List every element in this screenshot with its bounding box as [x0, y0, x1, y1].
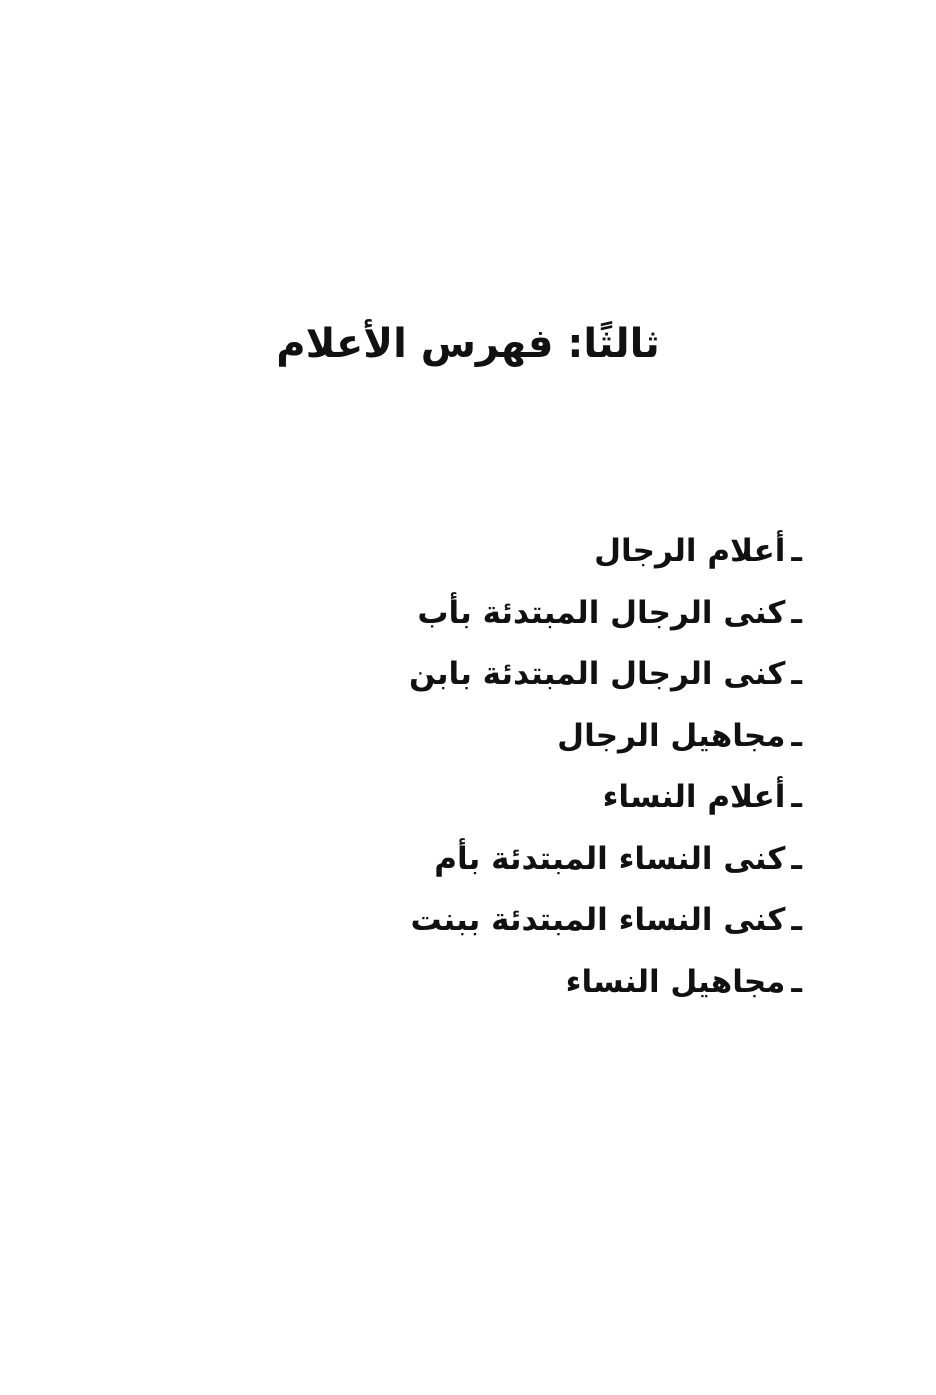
list-bullet: ـ: [791, 963, 802, 1000]
index-item-men-kunya-ibn: [322, 644, 802, 706]
index-item-label: مجاهيل الرجال: [557, 717, 786, 754]
index-item-women-names: [322, 767, 802, 829]
list-bullet: ـ: [791, 533, 802, 569]
list-bullet: ـ: [791, 594, 802, 631]
list-bullet: ـ: [791, 902, 802, 938]
index-item-women-kunya-umm: [322, 829, 802, 891]
index-item-label: كنى الرجال المبتدئة بأب: [417, 594, 786, 631]
index-item-label: أعلام النساء: [602, 779, 786, 815]
list-bullet: ـ: [791, 717, 802, 754]
index-item-label: كنى النساء المبتدئة ببنت: [410, 902, 786, 938]
index-item-women-kunya-bint: [322, 890, 802, 952]
index-list: [322, 521, 802, 1013]
index-item-unknown-men: [322, 706, 802, 768]
list-bullet: ـ: [791, 656, 802, 692]
index-item-men-kunya-abu: [322, 583, 802, 645]
list-bullet: ـ: [791, 840, 802, 877]
page-title: ثالثًا: فهرس الأعلام: [276, 321, 660, 367]
index-item-men-names: [322, 521, 802, 583]
list-bullet: ـ: [791, 779, 802, 815]
index-item-label: كنى النساء المبتدئة بأم: [434, 840, 786, 877]
index-item-label: كنى الرجال المبتدئة بابن: [409, 656, 786, 692]
index-item-label: مجاهيل النساء: [565, 963, 786, 1000]
index-item-unknown-women: [322, 952, 802, 1014]
index-item-label: أعلام الرجال: [594, 533, 786, 569]
